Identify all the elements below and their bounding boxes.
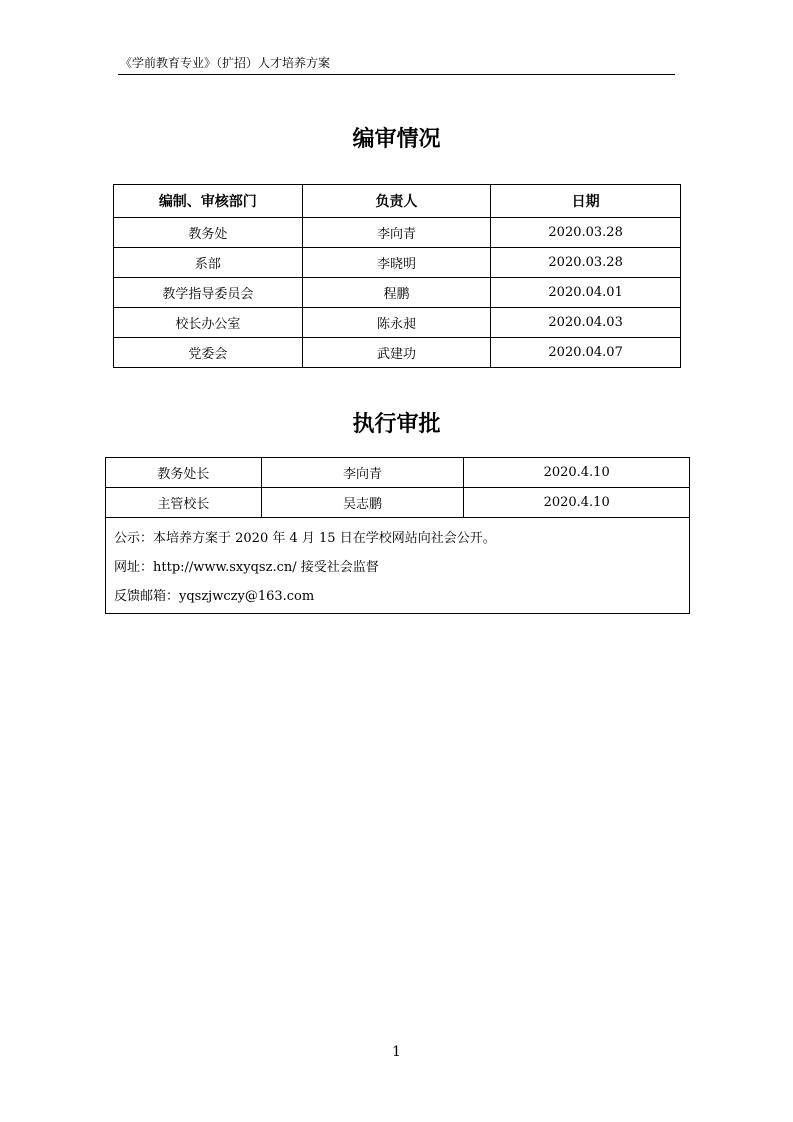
role-cell: 教务处长 — [106, 458, 262, 488]
column-header: 编制、审核部门 — [114, 185, 303, 218]
section-title-approval: 执行审批 — [352, 412, 441, 437]
role-cell: 主管校长 — [106, 488, 262, 518]
table-row — [114, 218, 681, 248]
table-row — [114, 338, 681, 368]
date-cell: 2020.4.10 — [464, 488, 690, 518]
page-number: 1 — [392, 1044, 401, 1060]
date-cell: 2020.03.28 — [491, 248, 681, 278]
approval-table — [105, 457, 690, 614]
department-cell: 党委会 — [114, 338, 303, 368]
person-cell: 程鹏 — [302, 278, 491, 308]
person-cell: 吴志鹏 — [261, 488, 464, 518]
person-cell: 李向青 — [302, 218, 491, 248]
column-header: 负责人 — [302, 185, 491, 218]
person-cell: 陈永昶 — [302, 308, 491, 338]
date-cell: 2020.03.28 — [491, 218, 681, 248]
table-header-row — [114, 185, 681, 218]
department-cell: 教学指导委员会 — [114, 278, 303, 308]
table-row — [114, 248, 681, 278]
date-cell: 2020.04.01 — [491, 278, 681, 308]
table-row — [106, 488, 690, 518]
person-cell: 李向青 — [261, 458, 464, 488]
department-cell: 教务处 — [114, 218, 303, 248]
header-text: 《学前教育专业》（扩招）人才培养方案 — [120, 56, 331, 70]
date-cell: 2020.04.07 — [491, 338, 681, 368]
column-header: 日期 — [491, 185, 681, 218]
website-text: 网址：http://www.sxyqsz.cn/ 接受社会监督 — [114, 560, 379, 575]
date-cell: 2020.4.10 — [464, 458, 690, 488]
department-cell: 系部 — [114, 248, 303, 278]
review-table — [113, 184, 681, 368]
department-cell: 校长办公室 — [114, 308, 303, 338]
feedback-email-text: 反馈邮箱：yqszjwczy@163.com — [114, 589, 315, 604]
page-header — [118, 54, 675, 75]
section-title-review: 编审情况 — [352, 127, 441, 152]
table-row — [114, 308, 681, 338]
notes-cell — [106, 518, 690, 614]
notice-text: 公示：本培养方案于 2020 年 4 月 15 日在学校网站向社会公开。 — [114, 531, 496, 546]
notes-row — [106, 518, 690, 614]
table-row — [106, 458, 690, 488]
table-row — [114, 278, 681, 308]
person-cell: 武建功 — [302, 338, 491, 368]
person-cell: 李晓明 — [302, 248, 491, 278]
date-cell: 2020.04.03 — [491, 308, 681, 338]
